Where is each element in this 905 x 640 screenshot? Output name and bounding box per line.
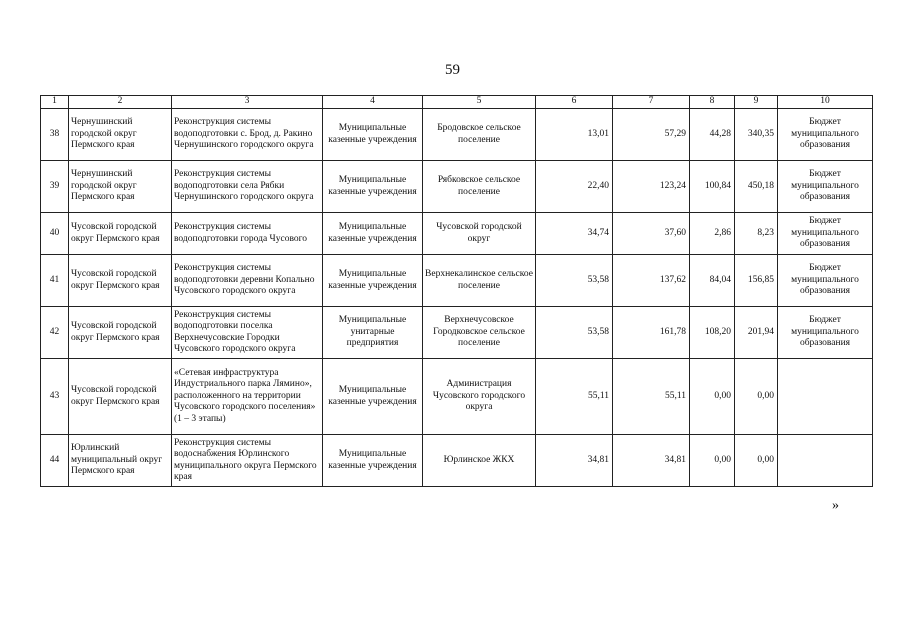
operator-cell: Муниципальные унитарные предприятия <box>323 307 423 359</box>
row-number: 40 <box>41 213 69 255</box>
value-cell-9: 201,94 <box>735 307 778 359</box>
row-number: 38 <box>41 109 69 161</box>
value-cell-9: 0,00 <box>735 435 778 487</box>
row-number: 39 <box>41 161 69 213</box>
district-cell: Чусовской городской округ Пермского края <box>69 359 172 435</box>
operator-cell: Муниципальные казенные учреждения <box>323 161 423 213</box>
district-cell: Чусовской городской округ Пермского края <box>69 255 172 307</box>
value-cell-8: 0,00 <box>690 435 735 487</box>
value-cell-7: 161,78 <box>613 307 690 359</box>
source-cell: Бюджет муниципального образования <box>778 255 873 307</box>
value-cell-6: 53,58 <box>536 307 613 359</box>
source-cell: Бюджет муниципального образования <box>778 307 873 359</box>
column-header: 9 <box>735 96 778 109</box>
project-cell: Реконструкция системы водоподготовки города Чусового <box>172 213 323 255</box>
table-row <box>41 359 873 435</box>
column-header: 10 <box>778 96 873 109</box>
table-row <box>41 307 873 359</box>
value-cell-9: 156,85 <box>735 255 778 307</box>
value-cell-6: 53,58 <box>536 255 613 307</box>
column-header: 7 <box>613 96 690 109</box>
settlement-cell: Бродовское сельское поселение <box>423 109 536 161</box>
value-cell-6: 55,11 <box>536 359 613 435</box>
source-cell <box>778 435 873 487</box>
row-number: 44 <box>41 435 69 487</box>
operator-cell: Муниципальные казенные учреждения <box>323 213 423 255</box>
project-cell: Реконструкция системы водоподготовки с. Брод, д. Ракино Чернушинского городского округа <box>172 109 323 161</box>
column-header: 3 <box>172 96 323 109</box>
project-cell: Реконструкция системы водоподготовки поселка Верхнечусовские Городки Чусовского городского округа <box>172 307 323 359</box>
data-table <box>40 95 873 487</box>
district-cell: Чернушинский городской округ Пермского края <box>69 109 172 161</box>
value-cell-6: 34,74 <box>536 213 613 255</box>
row-number: 42 <box>41 307 69 359</box>
row-number: 41 <box>41 255 69 307</box>
project-cell: Реконструкция системы водоснабжения Юрлинского муниципального округа Пермского края <box>172 435 323 487</box>
settlement-cell: Юрлинское ЖКХ <box>423 435 536 487</box>
district-cell: Чернушинский городской округ Пермского края <box>69 161 172 213</box>
operator-cell: Муниципальные казенные учреждения <box>323 435 423 487</box>
value-cell-7: 123,24 <box>613 161 690 213</box>
value-cell-6: 34,81 <box>536 435 613 487</box>
column-header: 2 <box>69 96 172 109</box>
value-cell-7: 37,60 <box>613 213 690 255</box>
value-cell-7: 57,29 <box>613 109 690 161</box>
district-cell: Чусовской городской округ Пермского края <box>69 213 172 255</box>
table-header-row <box>41 96 873 109</box>
settlement-cell: Рябковское сельское поселение <box>423 161 536 213</box>
operator-cell: Муниципальные казенные учреждения <box>323 109 423 161</box>
value-cell-9: 450,18 <box>735 161 778 213</box>
value-cell-8: 108,20 <box>690 307 735 359</box>
source-cell <box>778 359 873 435</box>
settlement-cell: Чусовской городской округ <box>423 213 536 255</box>
value-cell-6: 13,01 <box>536 109 613 161</box>
project-cell: Реконструкция системы водоподготовки села Рябки Чернушинского городского округа <box>172 161 323 213</box>
operator-cell: Муниципальные казенные учреждения <box>323 255 423 307</box>
settlement-cell: Верхнечусовское Городковское сельское поселение <box>423 307 536 359</box>
value-cell-7: 34,81 <box>613 435 690 487</box>
column-header: 1 <box>41 96 69 109</box>
value-cell-9: 340,35 <box>735 109 778 161</box>
page-number: 59 <box>445 62 460 78</box>
row-number: 43 <box>41 359 69 435</box>
project-cell: «Сетевая инфраструктура Индустриального парка Лямино», расположенного на территории Чусовского городского поселения» (1 – 3 этапы) <box>172 359 323 435</box>
district-cell: Юрлинский муниципальный округ Пермского края <box>69 435 172 487</box>
source-cell: Бюджет муниципального образования <box>778 213 873 255</box>
value-cell-8: 0,00 <box>690 359 735 435</box>
value-cell-8: 2,86 <box>690 213 735 255</box>
settlement-cell: Администрация Чусовского городского округа <box>423 359 536 435</box>
column-header: 5 <box>423 96 536 109</box>
project-cell: Реконструкция системы водоподготовки деревни Копально Чусовского городского округа <box>172 255 323 307</box>
value-cell-8: 84,04 <box>690 255 735 307</box>
settlement-cell: Верхнекалинское сельское поселение <box>423 255 536 307</box>
column-header: 6 <box>536 96 613 109</box>
table-row <box>41 255 873 307</box>
value-cell-7: 55,11 <box>613 359 690 435</box>
table-row <box>41 213 873 255</box>
value-cell-6: 22,40 <box>536 161 613 213</box>
source-cell: Бюджет муниципального образования <box>778 109 873 161</box>
column-header: 8 <box>690 96 735 109</box>
table-row <box>41 161 873 213</box>
value-cell-7: 137,62 <box>613 255 690 307</box>
column-header: 4 <box>323 96 423 109</box>
value-cell-9: 0,00 <box>735 359 778 435</box>
value-cell-8: 100,84 <box>690 161 735 213</box>
source-cell: Бюджет муниципального образования <box>778 161 873 213</box>
operator-cell: Муниципальные казенные учреждения <box>323 359 423 435</box>
value-cell-8: 44,28 <box>690 109 735 161</box>
value-cell-9: 8,23 <box>735 213 778 255</box>
closing-quote-mark: » <box>832 498 839 513</box>
table-row <box>41 109 873 161</box>
table-row <box>41 435 873 487</box>
district-cell: Чусовской городской округ Пермского края <box>69 307 172 359</box>
